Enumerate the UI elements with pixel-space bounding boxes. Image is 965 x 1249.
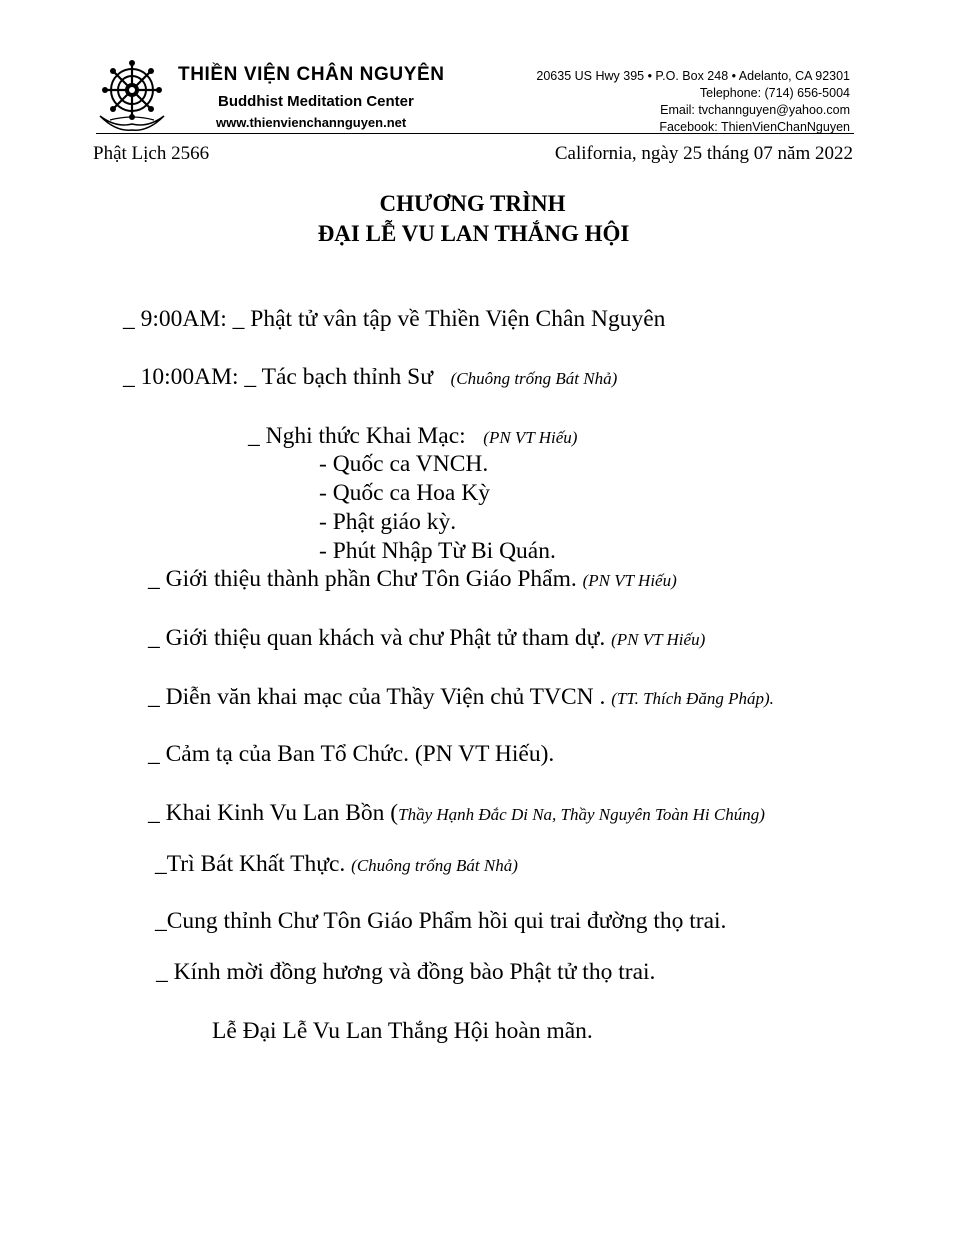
program-item: _ Giới thiệu quan khách và chư Phật tử tham dự. (PN VT Hiếu) (148, 625, 706, 651)
program-item: _Trì Bát Khất Thực. (Chuông trống Bát Nhả) (155, 851, 518, 877)
sub-item: - Phút Nhập Từ Bi Quán. (319, 538, 556, 564)
facebook: Facebook: ThienVienChanNguyen (659, 120, 850, 134)
program-item: _Cung thỉnh Chư Tôn Giáo Phẩm hồi qui trai đường thọ trai. (155, 908, 727, 934)
program-item: _ Diễn văn khai mạc của Thầy Viện chủ TVCN . (TT. Thích Đăng Pháp). (148, 684, 774, 710)
sub-item: - Phật giáo kỳ. (319, 509, 457, 535)
item-note: (PN VT Hiếu) (611, 630, 706, 649)
program-item: _ Nghi thức Khai Mạc: (PN VT Hiếu) (248, 423, 578, 449)
header-divider (96, 133, 854, 134)
program-item: _ Cảm tạ của Ban Tổ Chức. (PN VT Hiếu). (148, 741, 555, 767)
sub-item: - Quốc ca VNCH. (319, 451, 489, 477)
event-title: ĐẠI LỄ VU LAN THẮNG HỘI (317, 221, 630, 246)
buddhist-year: Phật Lịch 2566 (93, 143, 210, 164)
sub-item: - Quốc ca Hoa Kỳ (319, 480, 490, 506)
website: www.thienvienchannguyen.net (216, 115, 407, 130)
contact-block (536, 68, 850, 136)
org-name: THIỀN VIỆN CHÂN NGUYÊN (178, 64, 445, 85)
item-note: (Chuông trống Bát Nhả) (450, 369, 618, 388)
item-note: Thầy Hạnh Đắc Di Na, Thầy Nguyên Toàn Hi Chúng) (398, 805, 765, 824)
program-item: _ Khai Kinh Vu Lan Bồn (Thầy Hạnh Đắc Di Na, Thầy Nguyên Toàn Hi Chúng) (148, 800, 765, 826)
date-line: California, ngày 25 tháng 07 năm 2022 (554, 143, 853, 164)
item-note: (Chuông trống Bát Nhả) (351, 856, 518, 875)
program-title: CHƯƠNG TRÌNH (379, 191, 566, 216)
program-item: _ 10:00AM: _ Tác bạch thỉnh Sư (Chuông trống Bát Nhả) (123, 364, 618, 390)
address: 20635 US Hwy 395 • P.O. Box 248 • Adelanto, CA 92301 (536, 69, 850, 83)
email: Email: tvchannguyen@yahoo.com (660, 103, 850, 117)
program-item: _ Kính mời đồng hương và đồng bào Phật tử thọ trai. (156, 959, 656, 985)
item-note: (PN VT Hiếu) (582, 571, 677, 590)
item-note: (TT. Thích Đăng Pháp). (611, 689, 774, 708)
closing-line: Lễ Đại Lễ Vu Lan Thắng Hội hoàn mãn. (212, 1018, 593, 1044)
program-item: _ 9:00AM: _ Phật tử vân tập về Thiền Viện Chân Nguyên (123, 306, 666, 332)
item-note: (PN VT Hiếu) (483, 428, 578, 447)
dharma-wheel-lotus-icon (96, 58, 168, 132)
org-subtitle: Buddhist Meditation Center (218, 93, 414, 110)
telephone: Telephone: (714) 656-5004 (699, 86, 850, 100)
program-item: _ Giới thiệu thành phần Chư Tôn Giáo Phẩm. (PN VT Hiếu) (148, 566, 677, 592)
